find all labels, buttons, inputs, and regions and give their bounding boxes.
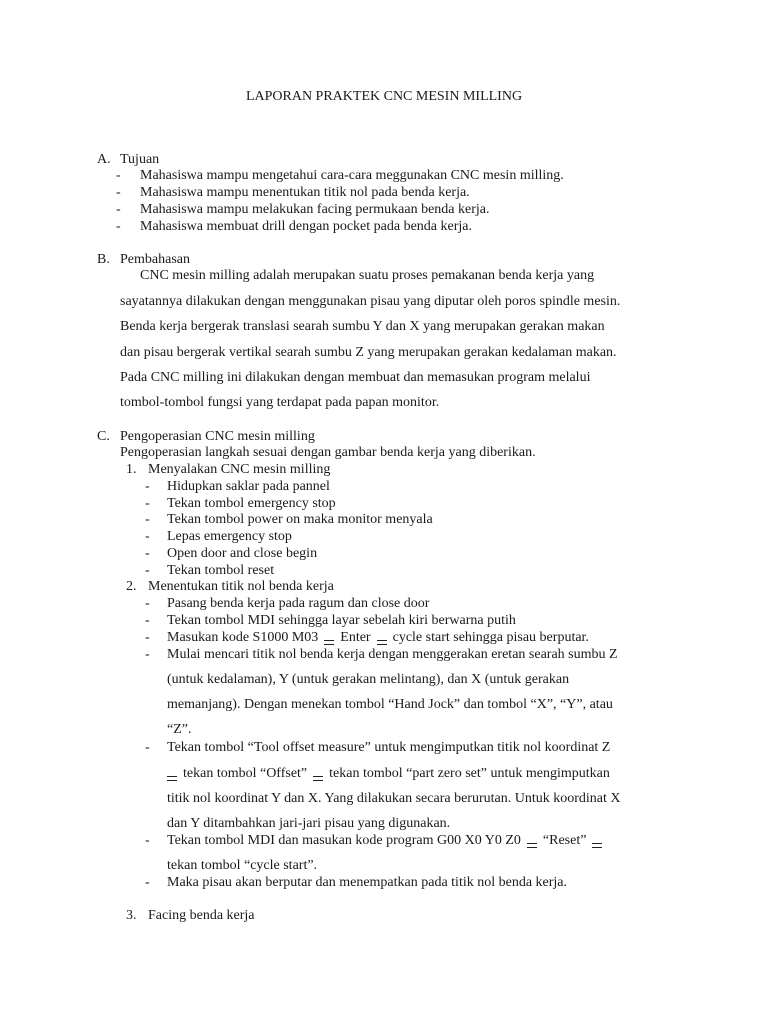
list-item: Mahasiswa membuat drill dengan pocket pada benda kerja. [140, 219, 472, 234]
bullet-dash: - [145, 875, 150, 890]
step-2-number: 2. [126, 579, 137, 594]
paragraph-line: titik nol koordinat Y dan X. Yang dilakukan secara berurutan. Untuk koordinat X [167, 791, 621, 806]
paragraph-line [167, 832, 608, 849]
step-1-heading: Menyalakan CNC mesin milling [148, 462, 331, 477]
paragraph-line: sayatannya dilakukan dengan menggunakan pisau yang diputar oleh poros spindle mesin. [120, 294, 621, 309]
bullet-dash: - [116, 168, 121, 183]
bullet-dash: - [145, 740, 150, 755]
bullet-dash: - [116, 219, 121, 234]
paragraph-line: (untuk kedalaman), Y (untuk gerakan melintang), dan X (untuk gerakan [167, 672, 570, 687]
list-item-text: tekan tombol “Offset” [183, 766, 308, 781]
paragraph-line: Benda kerja bergerak translasi searah sumbu Y dan X yang merupakan gerakan makan [120, 319, 605, 334]
bullet-dash: - [145, 613, 150, 628]
bullet-dash: - [145, 630, 150, 645]
section-c-letter: C. [97, 429, 110, 444]
bullet-dash: - [145, 596, 150, 611]
bullet-dash: - [145, 563, 150, 578]
step-1-number: 1. [126, 462, 137, 477]
bullet-dash: - [145, 647, 150, 662]
bullet-dash: - [145, 546, 150, 561]
list-item: Lepas emergency stop [167, 529, 292, 544]
list-item: Pasang benda kerja pada ragum dan close door [167, 596, 430, 611]
arrow-icon [592, 843, 602, 848]
paragraph-line: memanjang). Dengan menekan tombol “Hand Jock” dan tombol “X”, “Y”, atau [167, 697, 613, 712]
bullet-dash: - [145, 479, 150, 494]
list-item: Tekan tombol power on maka monitor menyala [167, 512, 433, 527]
bullet-dash: - [145, 833, 150, 848]
step-3-heading: Facing benda kerja [148, 908, 255, 923]
bullet-dash: - [116, 185, 121, 200]
arrow-icon [313, 776, 323, 781]
list-item: Tekan tombol emergency stop [167, 496, 336, 511]
arrow-icon [324, 640, 334, 645]
list-item-text: cycle start sehingga pisau berputar. [392, 630, 589, 645]
step-3-number: 3. [126, 908, 137, 923]
document-title: LAPORAN PRAKTEK CNC MESIN MILLING [245, 89, 523, 104]
list-item-text: tekan tombol “part zero set” untuk mengimputkan [329, 766, 610, 781]
arrow-icon [167, 776, 177, 781]
list-item-text: Masukan kode S1000 M03 [167, 630, 319, 645]
bullet-dash: - [145, 512, 150, 527]
paragraph-line: Tekan tombol “Tool offset measure” untuk mengimputkan titik nol koordinat Z [167, 740, 611, 755]
list-item: Tekan tombol MDI sehingga layar sebelah kiri berwarna putih [167, 613, 516, 628]
paragraph-line: CNC mesin milling adalah merupakan suatu proses pemakanan benda kerja yang [140, 268, 595, 283]
paragraph-line: Mulai mencari titik nol benda kerja dengan menggerakan eretan searah sumbu Z [167, 647, 618, 662]
bullet-dash: - [116, 202, 121, 217]
list-item: Mahasiswa mampu mengetahui cara-cara meggunakan CNC mesin milling. [140, 168, 564, 183]
section-b-heading: Pembahasan [120, 252, 190, 267]
bullet-dash: - [145, 529, 150, 544]
list-item-text: “Reset” [542, 833, 587, 848]
list-item-text: Tekan tombol MDI dan masukan kode program G00 X0 Y0 Z0 [167, 833, 521, 848]
section-a-letter: A. [97, 152, 111, 167]
paragraph-line: tekan tombol “cycle start”. [167, 858, 318, 873]
list-item: Maka pisau akan berputar dan menempatkan pada titik nol benda kerja. [167, 875, 568, 890]
list-item [167, 629, 589, 646]
bullet-dash: - [145, 496, 150, 511]
section-c-intro: Pengoperasian langkah sesuai dengan gambar benda kerja yang diberikan. [120, 445, 536, 460]
paragraph-line: tombol-tombol fungsi yang terdapat pada papan monitor. [120, 395, 440, 410]
list-item: Open door and close begin [167, 546, 318, 561]
arrow-icon [377, 640, 387, 645]
paragraph-line [167, 765, 610, 782]
arrow-icon [527, 843, 537, 848]
list-item: Mahasiswa mampu menentukan titik nol pada benda kerja. [140, 185, 470, 200]
paragraph-line: “Z”. [167, 722, 192, 737]
section-a-heading: Tujuan [120, 152, 160, 167]
step-2-heading: Menentukan titik nol benda kerja [148, 579, 334, 594]
list-item: Tekan tombol reset [167, 563, 275, 578]
paragraph-line: Pada CNC milling ini dilakukan dengan membuat dan memasukan program melalui [120, 370, 591, 385]
list-item: Hidupkan saklar pada pannel [167, 479, 330, 494]
paragraph-line: dan Y ditambahkan jari-jari pisau yang digunakan. [167, 816, 451, 831]
list-item-text: Enter [340, 630, 371, 645]
paragraph-line: dan pisau bergerak vertikal searah sumbu Z yang merupakan gerakan kedalaman makan. [120, 345, 617, 360]
list-item: Mahasiswa mampu melakukan facing permukaan benda kerja. [140, 202, 490, 217]
section-b-letter: B. [97, 252, 110, 267]
section-c-heading: Pengoperasian CNC mesin milling [120, 429, 315, 444]
